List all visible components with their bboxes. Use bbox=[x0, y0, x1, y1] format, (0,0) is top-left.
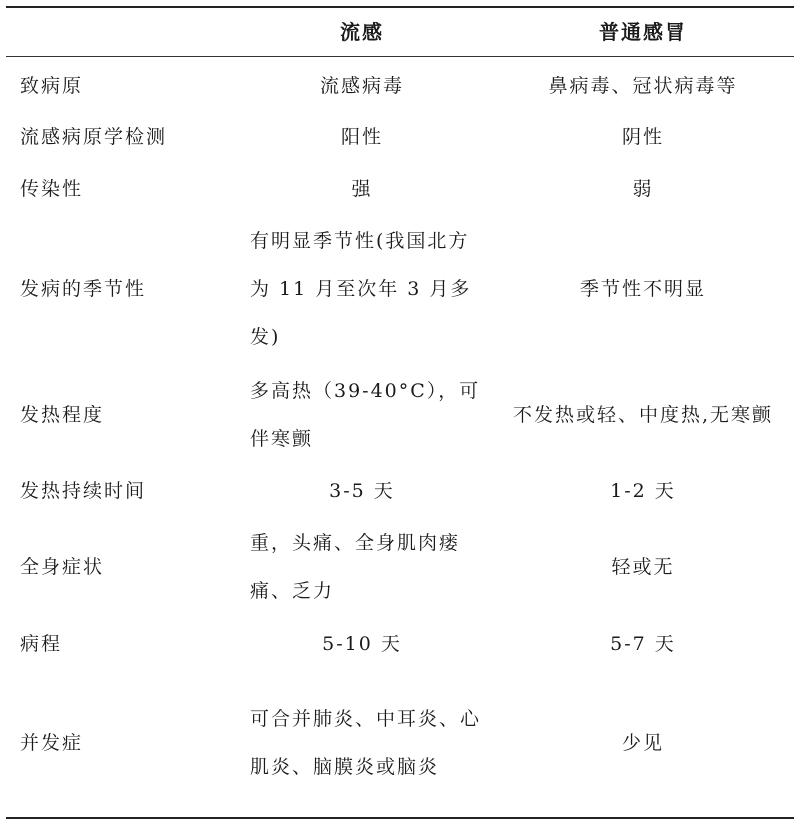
header-common-cold: 普通感冒 bbox=[599, 20, 687, 44]
table-row bbox=[6, 163, 794, 215]
cold-value: 5-7 天 bbox=[610, 633, 676, 655]
flu-value: 阳性 bbox=[340, 126, 383, 148]
cold-value: 鼻病毒、冠状病毒等 bbox=[548, 75, 738, 97]
table-header-row bbox=[6, 8, 794, 56]
flu-value: 3-5 天 bbox=[329, 480, 395, 502]
cold-value: 季节性不明显 bbox=[579, 278, 706, 300]
cold-value: 阴性 bbox=[621, 126, 664, 148]
row-label: 传染性 bbox=[20, 178, 84, 200]
table-row bbox=[6, 467, 794, 515]
cold-value: 少见 bbox=[621, 732, 664, 754]
row-label: 全身症状 bbox=[20, 556, 105, 578]
row-label: 并发症 bbox=[20, 732, 84, 754]
header-flu: 流感 bbox=[340, 20, 384, 44]
table-row bbox=[6, 363, 794, 467]
row-label: 流感病原学检测 bbox=[20, 126, 168, 148]
table-row bbox=[6, 111, 794, 163]
flu-value: 多高热（39-40°C），可伴寒颤 bbox=[250, 380, 481, 450]
table-row bbox=[6, 669, 794, 817]
cold-value: 弱 bbox=[632, 178, 654, 200]
header-rule bbox=[6, 56, 794, 57]
flu-value: 流感病毒 bbox=[319, 75, 404, 97]
row-label: 发热持续时间 bbox=[20, 480, 147, 502]
comparison-table bbox=[6, 6, 794, 819]
row-label: 发热程度 bbox=[20, 404, 105, 426]
flu-value: 可合并肺炎、中耳炎、心肌炎、脑膜炎或脑炎 bbox=[250, 708, 482, 778]
table-row bbox=[6, 619, 794, 669]
cold-value: 不发热或轻、中度热,无寒颤 bbox=[512, 404, 774, 426]
table-row bbox=[6, 515, 794, 619]
row-label: 致病原 bbox=[20, 75, 84, 97]
flu-value: 强 bbox=[351, 178, 373, 200]
flu-value: 有明显季节性(我国北方为 11 月至次年 3 月多发) bbox=[250, 230, 472, 348]
table-row bbox=[6, 61, 794, 111]
cold-value: 轻或无 bbox=[611, 556, 675, 578]
table-row bbox=[6, 215, 794, 363]
row-label: 发病的季节性 bbox=[20, 278, 147, 300]
row-label: 病程 bbox=[20, 633, 63, 655]
cold-value: 1-2 天 bbox=[610, 480, 676, 502]
flu-value: 5-10 天 bbox=[322, 633, 402, 655]
flu-value: 重，头痛、全身肌肉瘘痛、乏力 bbox=[250, 532, 461, 602]
